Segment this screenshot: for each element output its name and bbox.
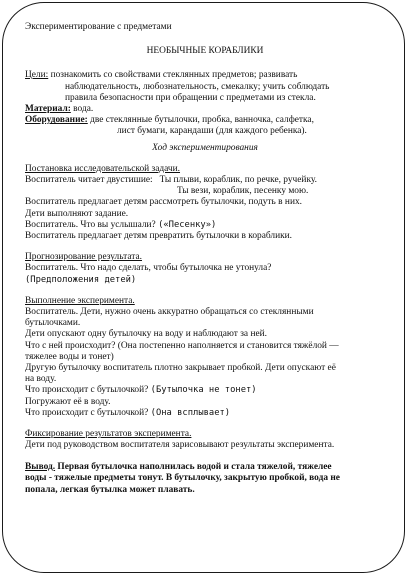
experiment-line-7: на воду.	[25, 374, 57, 385]
document-body	[25, 22, 385, 496]
poem-line-2: Ты вези, кораблик, песенку мою.	[177, 186, 309, 197]
equipment-line-2: лист бумаги, карандаши (для каждого ребенка).	[117, 126, 307, 137]
task-line-6: Воспитатель предлагает детям превратить бутылочки в кораблики.	[25, 231, 293, 242]
experiment-line-5: тяжелее воды и тонет)	[25, 351, 114, 362]
material-line: Материал: вода.	[25, 104, 94, 115]
conclusion-line-2: воды - тяжелые предметы тонут. В бутылочку, закрытую пробкой, вода не	[25, 473, 340, 484]
forecast-heading: Прогнозирование результата.	[25, 252, 142, 263]
task-heading: Постановка исследовательской задачи.	[25, 163, 181, 174]
forecast-answer: (Предположения детей)	[25, 274, 137, 285]
experiment-line-9: Погружают её в воду.	[25, 396, 111, 407]
equipment-label: Оборудование:	[25, 115, 88, 126]
fixation-line-1: Дети под руководством воспитателя зарисовывают результаты эксперимента.	[25, 440, 335, 451]
experiment-line-2: бутылочками.	[25, 318, 81, 329]
task-line-4: Дети выполняют задание.	[25, 208, 129, 219]
task-line-1: Воспитатель читает двустишие: Ты плыви, кораблик, по речке, ручейку.	[25, 175, 317, 186]
course-title: Ход экспериментирования	[152, 142, 258, 153]
experiment-line-8: Что происходит с бутылочкой? (Бутылочка не тонет)	[25, 385, 257, 396]
conclusion-line-1: Вывод. Первая бутылочка наполнилась водой и стала тяжелой, тяжелее	[25, 461, 332, 472]
children-answer: (Она всплывает)	[150, 407, 231, 418]
fixation-heading: Фиксирование результатов эксперимента.	[25, 429, 192, 440]
conclusion-label: Вывод.	[25, 461, 56, 472]
goals-label: Цели:	[25, 70, 49, 81]
task-line-3: Воспитатель предлагает детям рассмотреть бутылочки, подуть в них.	[25, 197, 302, 208]
experiment-line-1: Воспитатель. Дети, нужно очень аккуратно обращаться со стеклянными	[25, 307, 314, 318]
children-answer: (Бутылочка не тонет)	[150, 385, 257, 396]
poem-line-1: Ты плыви, кораблик, по речке, ручейку.	[159, 175, 317, 186]
conclusion-line-3: попала, легкая бутылка может плавать.	[25, 484, 195, 495]
task-line-5: Воспитатель. Что вы услышали? («Песенку»)	[25, 219, 217, 230]
experiment-line-6: Другую бутылочку воспитатель плотно закрывает пробкой. Дети опускают её	[25, 363, 336, 374]
document-title: НЕОБЫЧНЫЕ КОРАБЛИКИ	[146, 46, 264, 57]
experiment-line-4: Что с ней происходит? (Она постепенно наполняется и становится тяжёлой —	[25, 340, 339, 351]
goals-line-3: правила безопасности при обращении с предметами из стекла.	[65, 92, 316, 103]
children-answer: («Песенку»)	[158, 219, 217, 230]
goals-line-1: Цели: познакомить со свойствами стеклянных предметов; развивать	[25, 70, 298, 81]
experiment-heading: Выполнение эксперимента.	[25, 295, 135, 306]
goals-line-2: наблюдательность, любознательность, смекалку; учить соблюдать	[65, 81, 330, 92]
experiment-line-3: Дети опускают одну бутылочку на воду и наблюдают за ней.	[25, 329, 267, 340]
forecast-line-1: Воспитатель. Что надо сделать, чтобы бутылочка не утонула?	[25, 263, 272, 274]
experiment-line-10: Что происходит с бутылочкой? (Она всплывает)	[25, 407, 231, 418]
equipment-line-1: Оборудование: две стеклянные бутылочки, пробка, ванночка, салфетка,	[25, 115, 314, 126]
document-topic: Экспериментирование с предметами	[25, 22, 172, 32]
material-label: Материал:	[25, 104, 71, 115]
